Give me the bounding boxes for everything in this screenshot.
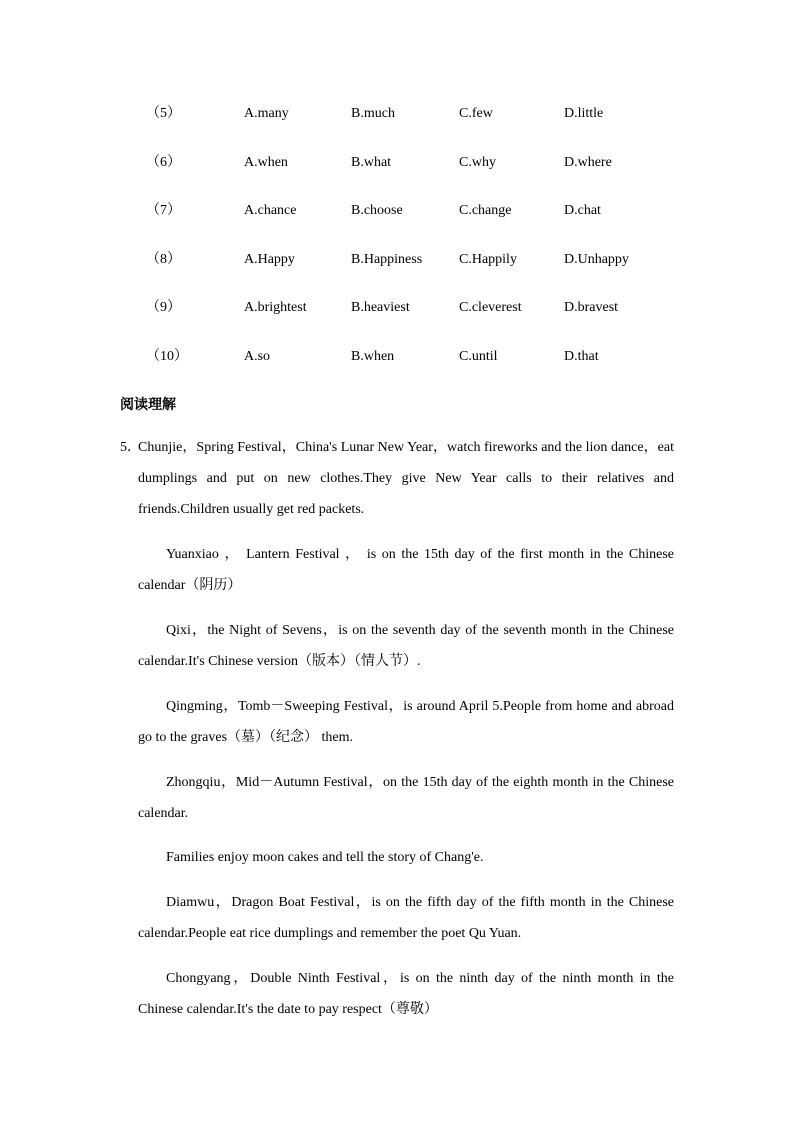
question-number: （6） [146,154,181,170]
passage-paragraph-2 [138,539,674,601]
option-c: C.Happily [459,251,517,267]
option-b: B.heaviest [351,300,410,315]
option-c: C.cleverest [459,300,522,315]
passage-line: calendar.It's Chinese version（版本）（情人节）. [138,654,421,669]
option-c: C.until [459,348,498,364]
passage-paragraph-6 [138,842,674,873]
passage-line: Qixi，the Night of Sevens，is on the seventh day of the seventh month in the Chinese [166,623,674,638]
passage-line: Families enjoy moon cakes and tell the story of Chang'e. [166,850,484,865]
option-c: C.few [459,106,493,121]
passage-line: dumplings and put on new clothes.They give New Year calls to their relatives and [138,471,674,486]
passage-line: friends.Children usually get red packets. [138,502,365,517]
question-number-5: 5． [120,440,141,455]
passage-paragraph-3 [138,615,674,677]
option-b: B.what [351,154,392,170]
option-b: B.Happiness [351,251,423,267]
question-number: （7） [146,203,181,218]
option-d: D.Unhappy [564,251,629,267]
passage-paragraph-1 [138,432,674,525]
passage-line: Diamwu，Dragon Boat Festival，is on the fifth day of the fifth month in the Chinese [166,895,674,910]
passage-line: calendar.People eat rice dumplings and remember the poet Qu Yuan. [138,926,522,941]
passage-line: calendar（阴历） [138,578,242,593]
option-b: B.much [351,106,395,121]
option-d: D.that [564,348,599,364]
passage-line: Chinese calendar.It's the date to pay respect（尊敬） [138,1002,438,1017]
option-a: A.so [244,348,271,364]
option-a: A.chance [244,203,297,218]
option-b: B.when [351,348,395,364]
question-number: （8） [146,251,181,267]
passage-paragraph-7 [138,887,674,949]
option-a: A.brightest [244,300,307,315]
option-a: A.when [244,154,288,170]
passage-line: Yuanxiao ， Lantern Festival ， is on the 15th day of the first month in the Chinese [166,547,674,562]
question-number: （9） [146,300,181,315]
passage-line: go to the graves（墓）（纪念） them. [138,730,354,745]
passage-line: Chongyang，Double Ninth Festival，is on the ninth day of the ninth month in the [166,971,674,986]
passage-line: calendar. [138,806,189,821]
option-d: D.where [564,154,612,170]
passage-paragraph-5 [138,767,674,829]
section-heading: 阅读理解 [120,397,176,413]
question-number: （10） [146,348,188,364]
option-a: A.many [244,106,289,121]
option-c: C.change [459,203,512,218]
option-d: D.little [564,106,604,121]
option-d: D.chat [564,203,601,218]
passage-paragraph-8 [138,963,674,1025]
passage-line: Chunjie，Spring Festival，China's Lunar New Year，watch fireworks and the lion dance，eat [138,440,674,455]
option-d: D.bravest [564,300,619,315]
option-b: B.choose [351,203,403,218]
option-c: C.why [459,154,496,170]
passage-line: Zhongqiu，Mid－Autumn Festival，on the 15th day of the eighth month in the Chinese [166,775,674,790]
question-number: （5） [146,106,181,121]
option-a: A.Happy [244,251,295,267]
passage-line: Qingming，Tomb－Sweeping Festival，is around April 5.People from home and abroad [166,699,674,714]
passage-paragraph-4 [138,691,674,753]
